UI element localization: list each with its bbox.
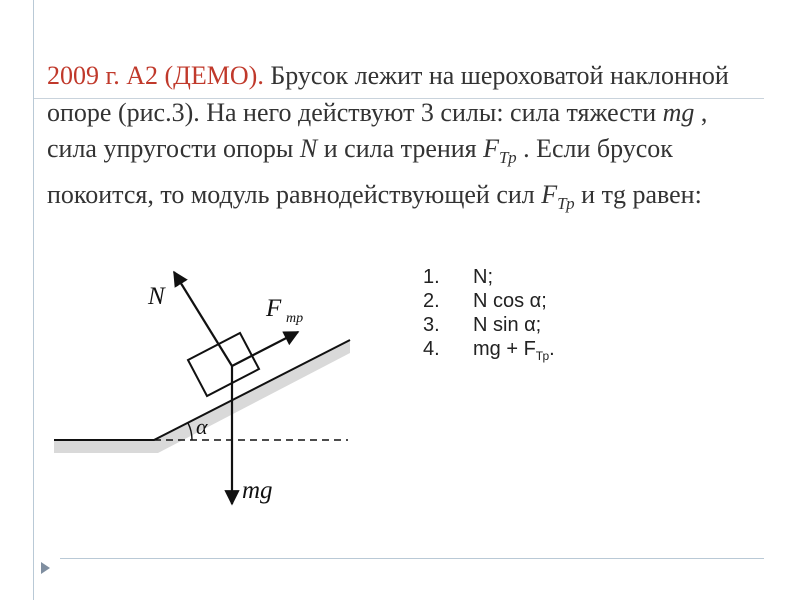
question-part5: и тg равен:: [574, 179, 702, 209]
label-mg: mg: [242, 477, 273, 504]
symbol-n: N: [299, 134, 318, 163]
label-alpha: α: [196, 414, 208, 439]
bottom-decor-line: [60, 558, 764, 559]
question-part4: . Если брусок покоится, то модуль равнодействующей сил: [47, 134, 673, 209]
answer-option-2: [423, 289, 555, 313]
answer-text: mg + $F_{Тр}$.: [473, 338, 555, 363]
left-decor-line: [33, 0, 34, 600]
question-part3: и сила трения: [317, 134, 484, 163]
label-f: F: [266, 295, 282, 322]
answer-option-3: [423, 313, 555, 337]
inclined-plane-diagram: [40, 258, 360, 518]
answer-number: 1.: [423, 266, 440, 288]
answer-option-1: [423, 265, 555, 289]
answer-text: N sin α;: [473, 314, 542, 336]
answer-number: 2.: [423, 290, 440, 312]
question-part2: , сила упругости опоры: [47, 97, 708, 163]
symbol-mg: mg: [662, 97, 695, 127]
answer-option-4: [423, 337, 555, 361]
answer-number: 3.: [423, 314, 440, 336]
block: [188, 333, 259, 396]
answer-list: [423, 265, 555, 361]
symbol-f2: $F_{Тр}$: [541, 179, 575, 213]
symbol-f: $F_{Тр}$: [483, 134, 517, 168]
question-part1: Брусок лежит на шероховатой наклонной опоре (рис.3). На него действуют 3 силы: сила тяжести: [47, 61, 729, 127]
question-text: [47, 58, 762, 222]
label-f-sub: тр: [286, 311, 304, 326]
slide-arrow-icon: [41, 562, 50, 574]
answer-text: N;: [473, 266, 493, 288]
answer-text: N cos α;: [473, 290, 547, 312]
question-source: 2009 г. А2 (ДЕМО).: [47, 61, 264, 90]
answer-number: 4.: [423, 338, 440, 360]
label-n: N: [148, 283, 165, 310]
